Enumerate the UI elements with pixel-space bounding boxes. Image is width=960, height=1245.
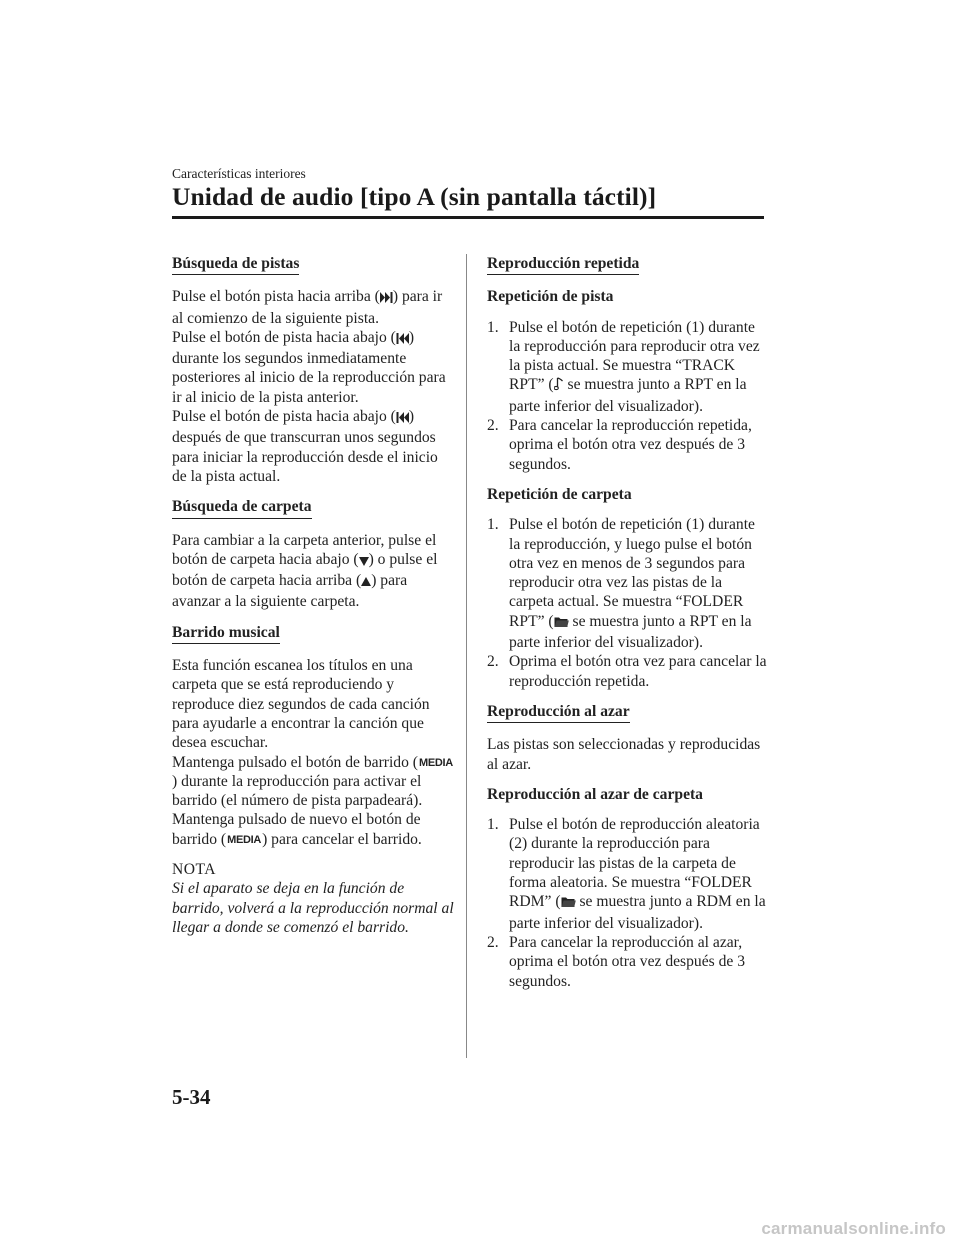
note-label: NOTA bbox=[172, 861, 217, 879]
list-item: 2. Oprima el botón otra vez para cancelar la reproducción repetida. bbox=[487, 653, 767, 690]
page-number: 5-34 bbox=[172, 1085, 211, 1109]
section-label: Características interiores bbox=[172, 166, 306, 181]
right-column bbox=[487, 254, 767, 1002]
triangle-down-icon bbox=[359, 552, 369, 571]
watermark: carmanualsonline.info bbox=[761, 1219, 946, 1238]
folder-repeat-title: Repetición de carpeta bbox=[487, 485, 632, 503]
track-search-heading: Búsqueda de pistas bbox=[172, 254, 299, 275]
scan-heading: Barrido musical bbox=[172, 623, 280, 644]
column-divider bbox=[466, 254, 467, 1058]
list-item: 1. Pulse el botón de repetición (1) durante la reproducción, y luego pulse el botón otra vez en menos de 3 segundos para reproducir otra vez las pistas de la carpeta actual. Se muestra “FOLDER RPT” ( se muestra junto a RPT en la parte inferior del visualizador). bbox=[487, 516, 755, 652]
folder-icon bbox=[561, 894, 576, 913]
scan-paragraph: Esta función escanea los títulos en una carpeta que se está reproduciendo y reproduce diez segundos de cada canción para ayudarle a encontrar la canción que desea escuchar. Mantenga pulsado el botón de barrido (MEDIA) durante la reproducción para activar el barrido (el número de pista parpadeará). Mantenga pulsado de nuevo el botón de barrido (MEDIA) para cancelar el barrido. bbox=[172, 657, 453, 848]
media-button-label: MEDIA bbox=[418, 756, 453, 769]
left-column bbox=[172, 254, 454, 937]
list-item: 2. Para cancelar la reproducción al azar, oprima el botón otra vez después de 3 segundos. bbox=[487, 933, 746, 990]
folder-search-heading: Búsqueda de carpeta bbox=[172, 497, 312, 518]
list-item: 1. Pulse el botón de reproducción aleatoria (2) durante la reproducción para reproducir las pistas de la carpeta de forma aleatoria. Se muestra “FOLDER RDM” ( se muestra junto a RDM en la parte inferior del visualizador). bbox=[487, 816, 766, 932]
track-down-icon bbox=[396, 330, 409, 349]
note-text: Si el aparato se deja en la función de barrido, volverá a la reproducción normal al llegar a donde se comenzó el barrido. bbox=[172, 880, 454, 936]
media-button-label: MEDIA bbox=[227, 833, 262, 846]
random-heading: Reproducción al azar bbox=[487, 702, 630, 723]
repeat-heading: Reproducción repetida bbox=[487, 254, 639, 275]
folder-icon bbox=[554, 614, 569, 633]
triangle-up-icon bbox=[361, 573, 371, 592]
track-repeat-steps bbox=[487, 318, 767, 474]
list-item: 1. Pulse el botón de repetición (1) durante la reproducción para reproducir otra vez la pista actual. Se muestra “TRACK RPT” ( se muestra junto a RPT en la parte inferior del visualizador). bbox=[487, 318, 760, 415]
title-rule bbox=[172, 216, 764, 219]
folder-search-paragraph: Para cambiar a la carpeta anterior, pulse el botón de carpeta hacia abajo ( ) o pulse el botón de carpeta hacia arriba ( ) para avanzar a la siguiente carpeta. bbox=[172, 531, 438, 611]
track-repeat-title: Repetición de pista bbox=[487, 288, 614, 306]
track-down-icon bbox=[396, 409, 409, 428]
page-title: Unidad de audio [tipo A (sin pantalla táctil)] bbox=[172, 182, 657, 211]
music-note-icon bbox=[554, 377, 564, 396]
track-search-paragraph: Pulse el botón pista hacia arriba ( ) para ir al comienzo de la siguiente pista. Pulse el botón de pista hacia abajo ( ) durante los segundos inmediatamente posteriores al inicio de la reproducción para ir al inicio de la pista anterior. Pulse el botón de pista hacia abajo ( ) después de que transcurran unos segundos para iniciar la reproducción desde el inicio de la pista actual. bbox=[172, 288, 446, 485]
folder-repeat-steps bbox=[487, 515, 767, 691]
folder-random-steps bbox=[487, 815, 767, 991]
list-item: 2. Para cancelar la reproducción repetida, oprima el botón otra vez después de 3 segundos. bbox=[487, 417, 752, 473]
track-up-icon bbox=[380, 289, 393, 308]
random-paragraph: Las pistas son seleccionadas y reproducidas al azar. bbox=[487, 736, 761, 773]
folder-random-title: Reproducción al azar de carpeta bbox=[487, 785, 703, 803]
